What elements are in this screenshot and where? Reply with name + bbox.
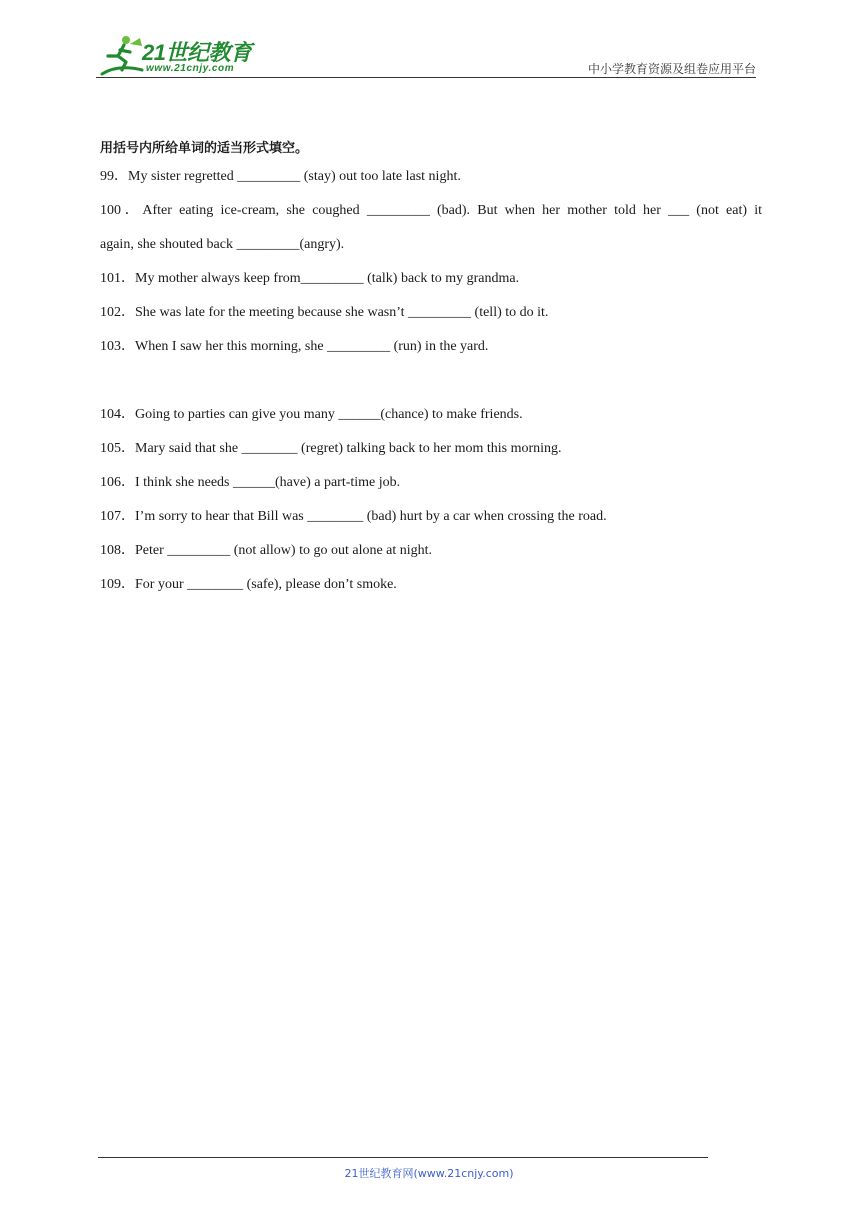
question-106: 106．I think she needs ______(have) a part-time job. — [100, 475, 401, 490]
exercise-instruction: 用括号内所给单词的适当形式填空。 — [100, 141, 309, 156]
question-109: 109．For your ________ (safe), please don’t smoke. — [100, 577, 397, 592]
question-105: 105．Mary said that she ________ (regret) talking back to her mom this morning. — [100, 441, 562, 456]
platform-name: 中小学教育资源及组卷应用平台 — [587, 62, 756, 76]
question-103: 103．When I saw her this morning, she _________ (run) in the yard. — [100, 339, 489, 354]
question-99: 99．My sister regretted _________ (stay) out too late last night. — [100, 169, 461, 184]
question-100-continued: again, she shouted back _________(angry). — [100, 237, 345, 252]
question-107: 107．I’m sorry to hear that Bill was ________ (bad) hurt by a car when crossing the road. — [100, 509, 607, 524]
footer-divider — [98, 1157, 708, 1158]
question-100: 100．After eating ice-cream, she coughed _________ (bad). But when her mother told her ___ (not eat) it — [100, 203, 762, 218]
header-divider — [96, 77, 756, 78]
question-101: 101．My mother always keep from_________ (talk) back to my grandma. — [100, 271, 520, 286]
site-logo — [96, 34, 266, 78]
question-108: 108．Peter _________ (not allow) to go out alone at night. — [100, 543, 433, 558]
running-person-icon — [96, 34, 146, 78]
logo-text: 21世纪教育 — [142, 40, 252, 65]
footer-source: 21世纪教育网(www.21cnjy.com) — [344, 1167, 514, 1180]
page-header — [96, 30, 756, 78]
question-102: 102．She was late for the meeting because she wasn’t _________ (tell) to do it. — [100, 305, 549, 320]
logo-url: www.21cnjy.com — [146, 63, 235, 74]
question-104: 104．Going to parties can give you many ______(chance) to make friends. — [100, 407, 523, 422]
exercise-content — [100, 138, 762, 602]
blank-spacer — [100, 364, 762, 398]
